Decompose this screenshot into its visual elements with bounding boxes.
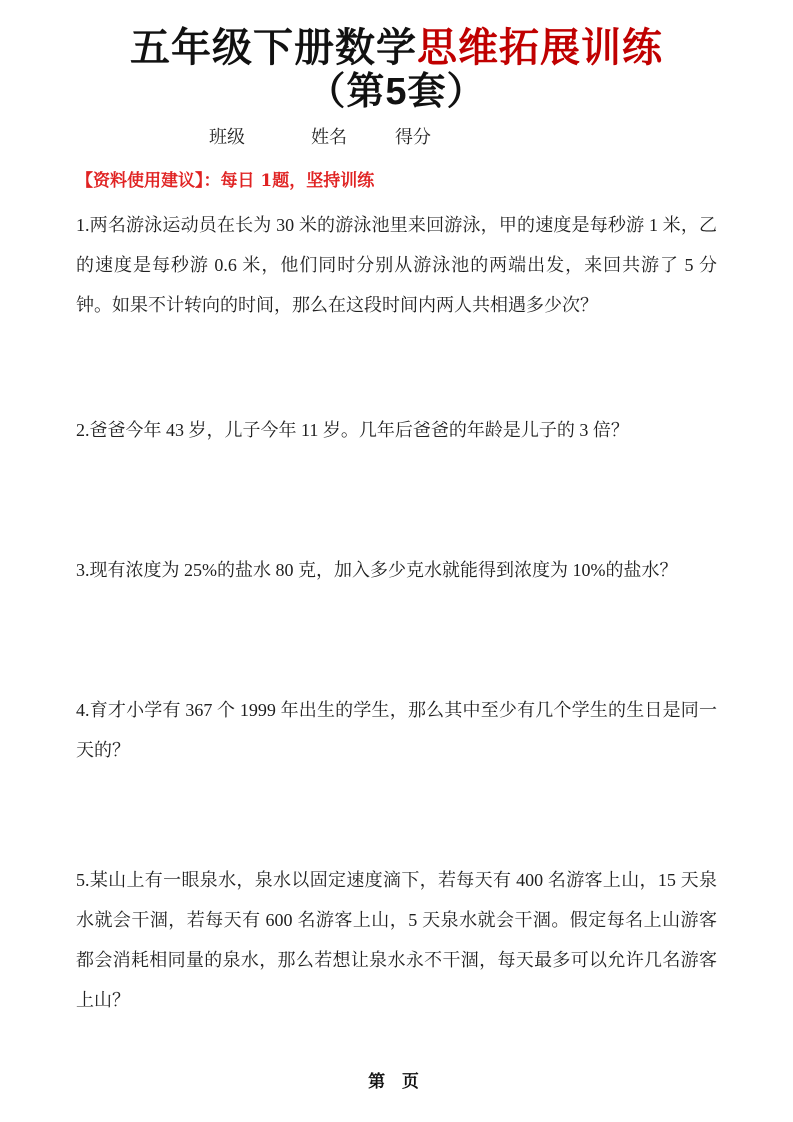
score-field-label: 得分 <box>395 127 431 148</box>
problem-list <box>76 205 717 1020</box>
problem-item-1: 1.两名游泳运动员在长为 30 米的游泳池里来回游泳，甲的速度是每秒游 1 米，乙的速度是每秒游 0.6 米，他们同时分别从游泳池的两端出发，来回共游了 5 分钟。如果不计转向的时间，那么在这段时间内两人共相遇多少次？ <box>76 215 717 316</box>
problem-item-2: 2.爸爸今年 43 岁，儿子今年 11 岁。几年后爸爸的年龄是儿子的 3 倍？ <box>76 420 629 441</box>
problem-item-5: 5.某山上有一眼泉水，泉水以固定速度滴下，若每天有 400 名游客上山，15 天泉水就会干涸，若每天有 600 名游客上山，5 天泉水就会干涸。假定每名上山游客都会消耗相同量的泉水，那么若想让泉水永不干涸，每天最多可以允许几名游客上山？ <box>76 870 717 1011</box>
header-fields-row <box>76 123 717 149</box>
class-field-label: 班级 <box>209 127 245 148</box>
page-footer: 第 页 <box>368 1072 425 1091</box>
problem-item-3: 3.现有浓度为 25%的盐水 80 克，加入多少克水就能得到浓度为 10%的盐水？ <box>76 560 678 581</box>
page-title-set-number: （第5套） <box>307 70 486 113</box>
page-title <box>76 26 717 113</box>
page-title-red-part: 思维拓展训练 <box>417 26 663 70</box>
usage-advice: 【资料使用建议】：每日 1题，坚持训练 <box>76 171 375 192</box>
name-field-label: 姓名 <box>311 127 347 148</box>
problem-item-4: 4.育才小学有 367 个 1999 年出生的学生，那么其中至少有几个学生的生日是同一天的？ <box>76 700 717 761</box>
page-title-black-part: 五年级下册数学 <box>130 26 417 70</box>
